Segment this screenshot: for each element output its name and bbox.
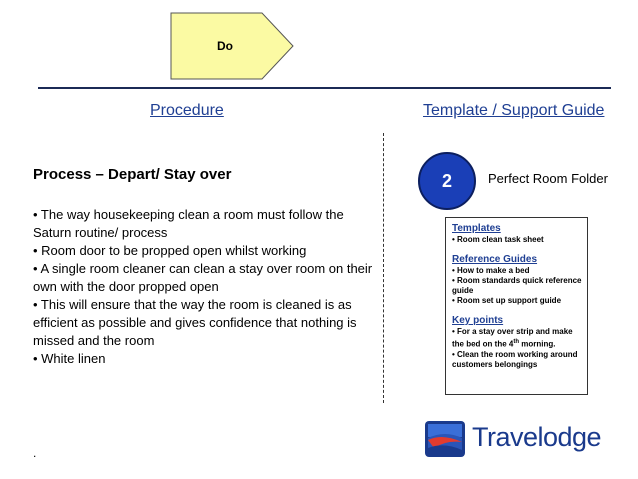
template-heading: Template / Support Guide <box>423 102 605 119</box>
travelodge-logo-icon <box>422 418 468 460</box>
chevron-label: Do <box>217 39 233 53</box>
reference-heading: Reference Guides <box>452 254 538 265</box>
guide-item: • Clean the room working around customers belongings <box>452 349 578 369</box>
bullet-item: • The way housekeeping clean a room must follow the Saturn routine/ process <box>33 207 344 240</box>
templates-heading: Templates <box>452 223 501 234</box>
procedure-heading: Procedure <box>150 102 224 119</box>
guide-item: • How to make a bed <box>452 266 530 275</box>
support-guide-box <box>445 217 588 395</box>
column-separator <box>383 133 384 403</box>
process-bullets <box>33 206 378 368</box>
bullet-item: • Room door to be propped open whilst working <box>33 243 307 258</box>
bullet-item: • White linen <box>33 351 106 366</box>
guide-item: • Room set up support guide <box>452 296 562 305</box>
folder-number-badge: 2 <box>418 152 476 210</box>
process-step-chevron <box>170 12 294 80</box>
header-divider <box>38 87 611 89</box>
bullet-item: • This will ensure that the way the room is cleaned is as efficient as possible and gives confidence that nothing is missed and the room <box>33 297 357 348</box>
bullet-item: • A single room cleaner can clean a stay over room on their own with the door propped open <box>33 261 373 294</box>
folder-title: Perfect Room Folder <box>488 171 608 186</box>
guide-item: • Room clean task sheet <box>452 235 544 244</box>
process-title: Process – Depart/ Stay over <box>33 166 232 183</box>
keypoints-heading: Key points <box>452 315 504 326</box>
guide-item: • Room standards quick reference guide <box>452 276 582 295</box>
footer-mark: . <box>33 446 37 460</box>
logo-wordmark: Travelodge <box>472 422 602 452</box>
travelodge-logo <box>422 418 607 464</box>
guide-item: • For a stay over strip and make the bed on the 4th morning. <box>452 327 573 349</box>
